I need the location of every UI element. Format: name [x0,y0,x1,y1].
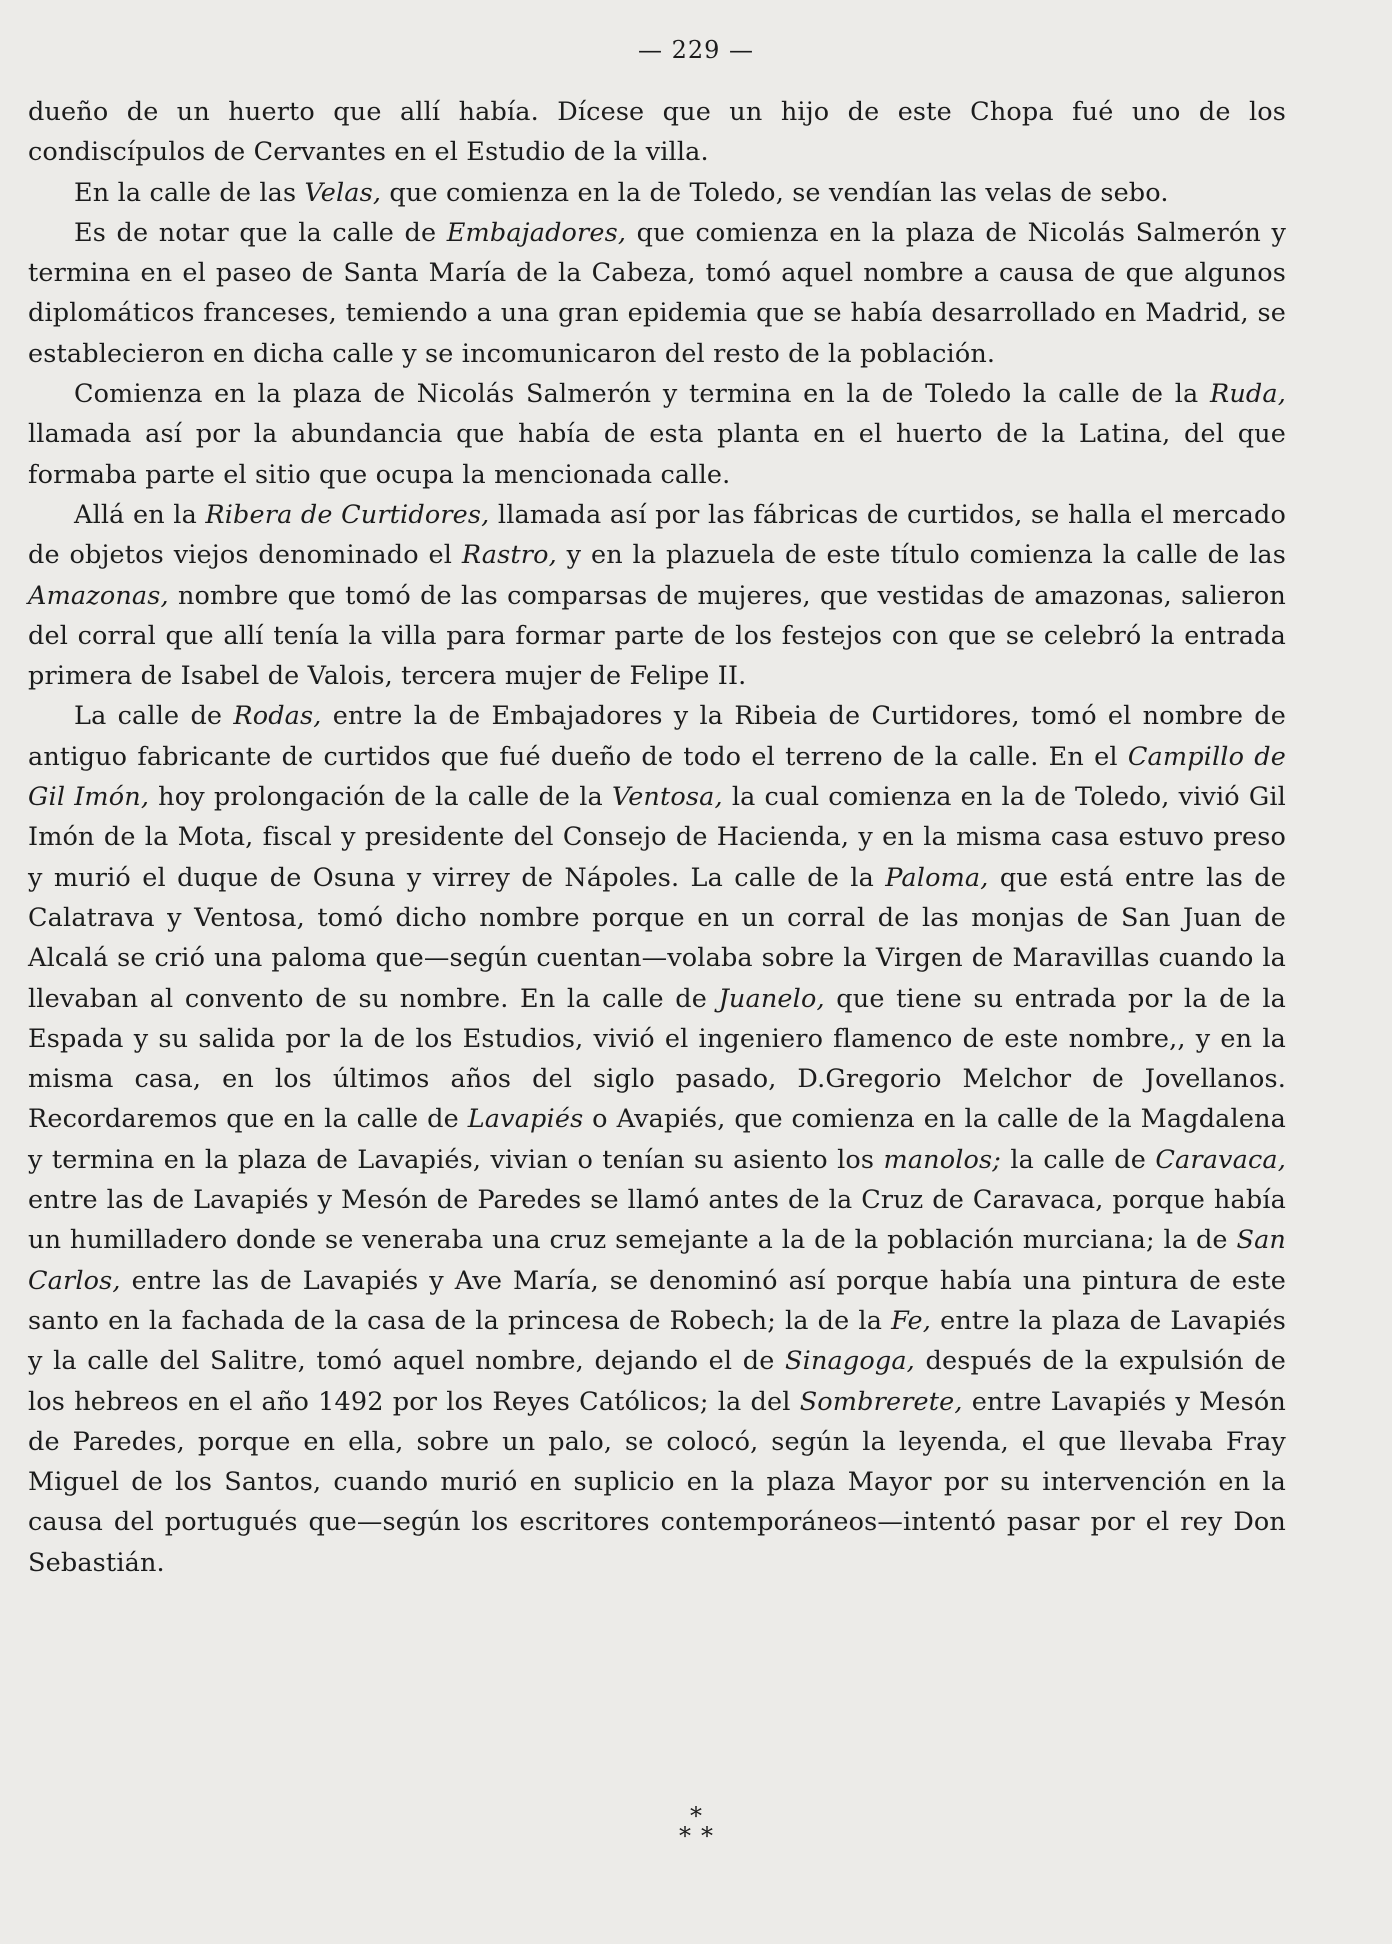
street-name-italic: manolos; [883,1144,1002,1175]
text-run: que está entre las de Calatrava y Ventosa, tomó dicho nombre porque en un corral de las monjas de San Juan de Alcalá se crió una paloma que—según cuentan—volaba sobre la Virgen de Maravillas cuando la llevaban al convento de su nombre. En la calle de [28,862,1286,1014]
text-run: que tiene su entrada por la de la Espada y su salida por la de los Estudios, vivió el ingeniero flamenco de este nombre,, y en la misma casa, en los últimos años del siglo pasado, D.Gregorio Melchor de Jovellanos. Recordaremos que en la calle de [28,983,1286,1135]
street-name-italic: Rodas, [233,701,322,732]
text-run: La calle de [74,701,234,732]
street-name-italic: Ventosa, [611,782,723,813]
street-name-italic: Ruda, [1209,379,1286,410]
street-name-italic: Embajadores, [446,217,627,248]
street-name-italic: Velas, [304,177,382,208]
text-run: nombre que tomó de las comparsas de mujeres, que vestidas de amazonas, salieron del corral que allí tenía la villa para formar parte de los festejos con que se celebró la entrada primera de Isabel de Valois, tercera mujer de Felipe II. [28,580,1286,692]
text-run: que comienza en la plaza de Nicolás Salmerón y termina en el paseo de Santa María de la Cabeza, tomó aquel nombre a causa de que algunos diplomáticos franceses, temiendo a una gran epidemia que se había desarrollado en Madrid, se establecieron en dicha calle y se incomunicaron del resto de la población. [28,217,1286,369]
text-run: la cual comienza en la de Toledo, vivió Gil Imón de la Mota, fiscal y presidente del Consejo de Hacienda, y en la misma casa estuvo preso y murió el duque de Osuna y virrey de Nápoles. La calle de la [28,782,1286,893]
text-run: Comienza en la plaza de Nicolás Salmerón y termina en la de Toledo la calle de la [74,379,1210,410]
street-name-italic: Rastro, [461,540,557,571]
paragraph-1 [28,92,1286,173]
street-name-italic: Sombrerete, [799,1386,963,1417]
text-run: que comienza en la de Toledo, se vendían las velas de sebo. [381,177,1169,208]
text-run: Es de notar que la calle de [74,217,447,248]
street-name-italic: San Carlos, [28,1225,1286,1296]
street-name-italic: Ribera de Curtidores, [205,499,490,530]
text-run: entre la plaza de Lavapiés y la calle del Salitre, tomó aquel nombre, dejando el de [28,1305,1287,1377]
street-name-italic: Amazonas, [28,580,169,611]
page-number: — 229 — [637,36,755,64]
asterism-top: * [690,1802,702,1830]
street-name-italic: Lavapiés [467,1104,584,1135]
text-run: Allá en la [74,499,206,530]
street-name-italic: Caravaca, [1155,1144,1286,1175]
text-run: llamada así por las fábricas de curtidos, se halla el mercado de objetos viejos denominado el [28,499,1286,571]
body-text [28,92,1286,1583]
text-run: después de la expulsión de los hebreos en el año 1492 por los Reyes Católicos; la del [28,1346,1286,1417]
text-run: En la calle de las [74,177,305,208]
street-name-italic: Paloma, [885,862,989,893]
text-run: entre las de Lavapiés y Mesón de Paredes se llamó antes de la Cruz de Caravaca, porque había un humilladero donde se veneraba una cruz semejante a la de la población murciana; la de [28,1185,1286,1256]
asterism-bottom: ** [679,1822,723,1850]
paragraph-2 [28,173,1286,213]
text-run: la calle de [1001,1144,1156,1175]
paragraph-4 [28,374,1286,495]
text-run: dueño de un huerto que allí había. Dícese que un hijo de este Chopa fué uno de los condiscípulos de Cervantes en el Estudio de la villa. [28,97,1286,168]
text-run: entre las de Lavapiés y Ave María, se denominó así porque había una pintura de este santo en la fachada de la casa de la princesa de Robech; la de la [28,1265,1286,1336]
street-name-italic: Fe, [891,1305,932,1336]
street-name-italic: Juanelo, [718,983,825,1014]
text-run: entre la de Embajadores y la Ribeia de Curtidores, tomó el nombre de antiguo fabricante de curtidos que fué dueño de todo el terreno de la calle. En el [28,701,1286,772]
text-run: llamada así por la abundancia que había de esta planta en el huerto de la Latina, del que formaba parte el sitio que ocupa la mencionada calle. [28,419,1286,490]
street-name-italic: Campillo de Gil Imón, [28,741,1286,813]
text-run: hoy prolongación de la calle de la [149,782,612,813]
asterism-separator [0,1802,1392,1850]
text-run: o Avapiés, que comienza en la calle de la Magdalena y termina en la plaza de Lavapiés, vivian o tenían su asiento los [28,1104,1286,1175]
street-name-italic: Sinagoga, [785,1346,915,1377]
text-run: entre Lavapiés y Mesón de Paredes, porque en ella, sobre un palo, se colocó, según la leyenda, el que llevaba Fray Miguel de los Santos, cuando murió en suplicio en la plaza Mayor por su intervención en la causa del portugués que—según los escritores contemporáneos—intentó pasar por el rey Don Sebastián. [28,1386,1286,1578]
paragraph-6 [28,696,1286,1583]
paragraph-5 [28,495,1286,696]
text-run: y en la plazuela de este título comienza la calle de las [556,540,1286,571]
paragraph-3 [28,213,1286,374]
